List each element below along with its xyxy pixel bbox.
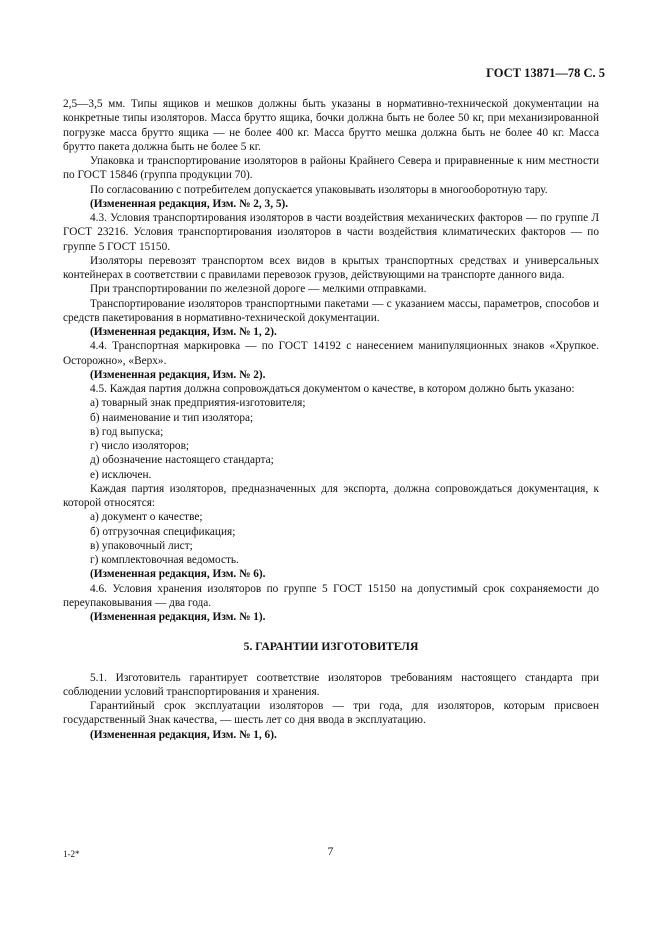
paragraph: Изоляторы перевозят транспортом всех видов в крытых транспортных средствах и универсальных контейнерах в соответствии с правилами перевозок грузов, действующими на транспорте данного вида.	[63, 254, 599, 281]
clause-4-3: 4.3. Условия транспортирования изоляторов в части воздействия механических факторов — по группе Л ГОСТ 23216. Условия транспортирования изоляторов в части воздействия климатических факторов — по группе 5 ГОСТ 15150.	[63, 212, 599, 253]
clause-4-4: 4.4. Транспортная маркировка — по ГОСТ 14192 с нанесением манипуляционных знаков «Хрупкое. Осторожно», «Верх».	[63, 340, 599, 367]
amendment-note: (Измененная редакция, Изм. № 2).	[90, 368, 266, 381]
amendment-note: (Измененная редакция, Изм. № 1, 6).	[90, 728, 277, 741]
paragraph: Упаковка и транспортирование изоляторов в районы Крайнего Севера и приравненные к ним местности по ГОСТ 15846 (группа продукции 70).	[63, 155, 599, 182]
clause-5-1: 5.1. Изготовитель гарантирует соответствие изоляторов требованиям настоящего стандарта при соблюдении условий транспортирования и хранения.	[63, 671, 599, 698]
list-item: г) комплектовочная ведомость.	[90, 554, 239, 566]
amendment-note: (Измененная редакция, Изм. № 2, 3, 5).	[90, 197, 289, 210]
amendment-note: (Измененная редакция, Изм. № 1, 2).	[90, 326, 277, 338]
list-item: в) год выпуска;	[90, 425, 164, 438]
list-item: б) наименование и тип изолятора;	[90, 411, 254, 424]
list-item: б) отгрузочная спецификация;	[90, 525, 236, 538]
section-title: 5. ГАРАНТИИ ИЗГОТОВИТЕЛЯ	[243, 640, 419, 654]
paragraph: 2,5—3,5 мм. Типы ящиков и мешков должны быть указаны в нормативно-технической документации на конкретные типы изоляторов. Масса брутто ящика, бочки должна быть не более 50 кг, при механизированной погрузке масса брутто ящика — не более 400 кг. Масса брутто мешка должна быть не более 40 кг. Масса брутто пакета должна быть не более 5 кг.	[63, 98, 599, 153]
clause-4-5: 4.5. Каждая партия должна сопровождаться документом о качестве, в котором должно быть указано:	[90, 383, 575, 395]
list-item: а) товарный знак предприятия-изготовителя;	[90, 397, 306, 410]
paragraph: По согласованию с потребителем допускается упаковывать изоляторы в многооборотную тару.	[90, 183, 548, 196]
body-text	[63, 97, 599, 742]
list-item: г) число изоляторов;	[90, 440, 190, 452]
paragraph: При транспортировании по железной дороге — мелкими отправками.	[90, 283, 427, 296]
list-item: д) обозначение настоящего стандарта;	[90, 454, 274, 467]
page-number: 7	[327, 846, 334, 858]
page-header: ГОСТ 13871—78 С. 5	[486, 66, 605, 80]
amendment-note: (Измененная редакция, Изм. № 6).	[90, 568, 266, 581]
footer-mark: 1-2*	[63, 849, 80, 859]
clause-4-6: 4.6. Условия хранения изоляторов по группе 5 ГОСТ 15150 на допустимый срок сохраняемости до переупаковывания — два года.	[63, 582, 599, 609]
list-item: в) упаковочный лист;	[90, 539, 193, 552]
paragraph: Гарантийный срок эксплуатации изоляторов — три года, для изоляторов, которым присвоен государственный Знак качества, — шесть лет со дня ввода в эксплуатацию.	[63, 700, 599, 727]
list-item: а) документ о качестве;	[90, 511, 203, 524]
amendment-note: (Измененная редакция, Изм. № 1).	[90, 611, 266, 623]
list-item: е) исключен.	[90, 468, 152, 481]
paragraph: Каждая партия изоляторов, предназначенных для экспорта, должна сопровождаться документация, к которой относятся:	[63, 482, 599, 509]
paragraph: Транспортирование изоляторов транспортными пакетами — с указанием массы, параметров, способов и средств пакетирования в нормативно-технической документации.	[63, 297, 599, 324]
